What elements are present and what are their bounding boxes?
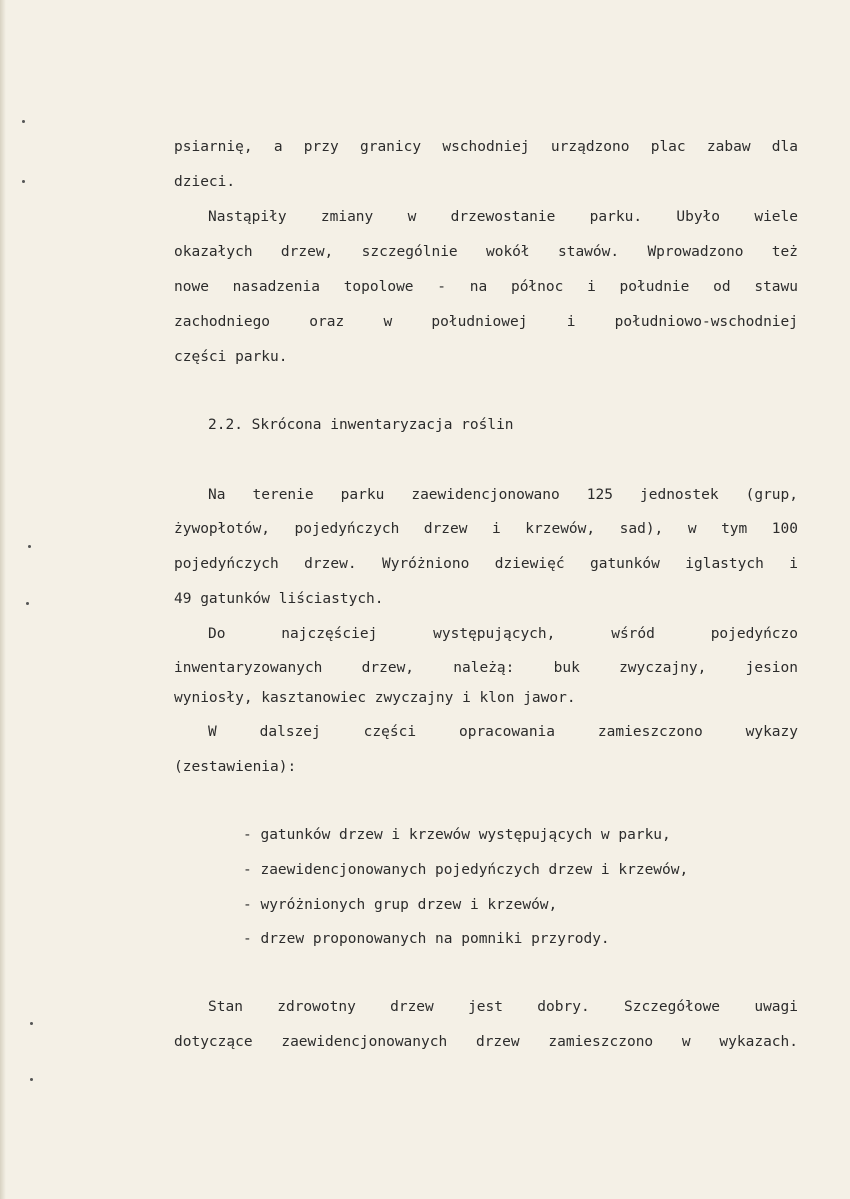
paragraph-2-line-2: okazałych drzew, szczególnie wokół stawów. Wprowadzono też: [174, 244, 798, 260]
list-item: - wyróżnionych grup drzew i krzewów,: [243, 897, 558, 913]
scan-speck: [22, 120, 25, 123]
paragraph-6-line-2: dotyczące zaewidencjonowanych drzew zamieszczono w wykazach.: [174, 1034, 798, 1050]
paragraph-3-line-3: pojedyńczych drzew. Wyróżniono dziewięć gatunków iglastych i: [174, 556, 798, 572]
paragraph-4-line-2: inwentaryzowanych drzew, należą: buk zwyczajny, jesion: [174, 660, 798, 676]
paragraph-2-line-4: zachodniego oraz w południowej i południowo-wschodniej: [174, 314, 798, 330]
paragraph-5-line-1: W dalszej części opracowania zamieszczono wykazy: [208, 724, 798, 740]
paragraph-1-line-1: psiarnię, a przy granicy wschodniej urządzono plac zabaw dla: [174, 139, 798, 155]
list-item: - drzew proponowanych na pomniki przyrody.: [243, 931, 610, 947]
paragraph-3-line-2: żywopłotów, pojedyńczych drzew i krzewów, sad), w tym 100: [174, 521, 798, 537]
list-item: - zaewidencjonowanych pojedyńczych drzew i krzewów,: [243, 862, 689, 878]
paragraph-6-line-1: Stan zdrowotny drzew jest dobry. Szczegółowe uwagi: [208, 999, 798, 1015]
paragraph-5-line-2: (zestawienia):: [174, 759, 297, 775]
paragraph-1-line-2: dzieci.: [174, 174, 236, 190]
paragraph-4-line-3: wyniosły, kasztanowiec zwyczajny i klon jawor.: [174, 690, 576, 706]
section-heading: 2.2. Skrócona inwentaryzacja roślin: [208, 417, 514, 433]
scan-speck: [28, 545, 31, 548]
scan-speck: [30, 1022, 33, 1025]
scan-speck: [30, 1078, 33, 1081]
paragraph-2-line-1: Nastąpiły zmiany w drzewostanie parku. Ubyło wiele: [208, 209, 798, 225]
scan-speck: [26, 602, 29, 605]
paragraph-4-line-1: Do najczęściej występujących, wśród pojedyńczo: [208, 626, 798, 642]
paragraph-2-line-3: nowe nasadzenia topolowe - na północ i południe od stawu: [174, 279, 798, 295]
paragraph-3-line-4: 49 gatunków liściastych.: [174, 591, 384, 607]
list-item: - gatunków drzew i krzewów występujących w parku,: [243, 827, 671, 843]
paragraph-3-line-1: Na terenie parku zaewidencjonowano 125 jednostek (grup,: [208, 487, 798, 503]
scan-edge-shadow: [0, 0, 6, 1199]
paragraph-2-line-5: części parku.: [174, 349, 288, 365]
scan-speck: [22, 180, 25, 183]
